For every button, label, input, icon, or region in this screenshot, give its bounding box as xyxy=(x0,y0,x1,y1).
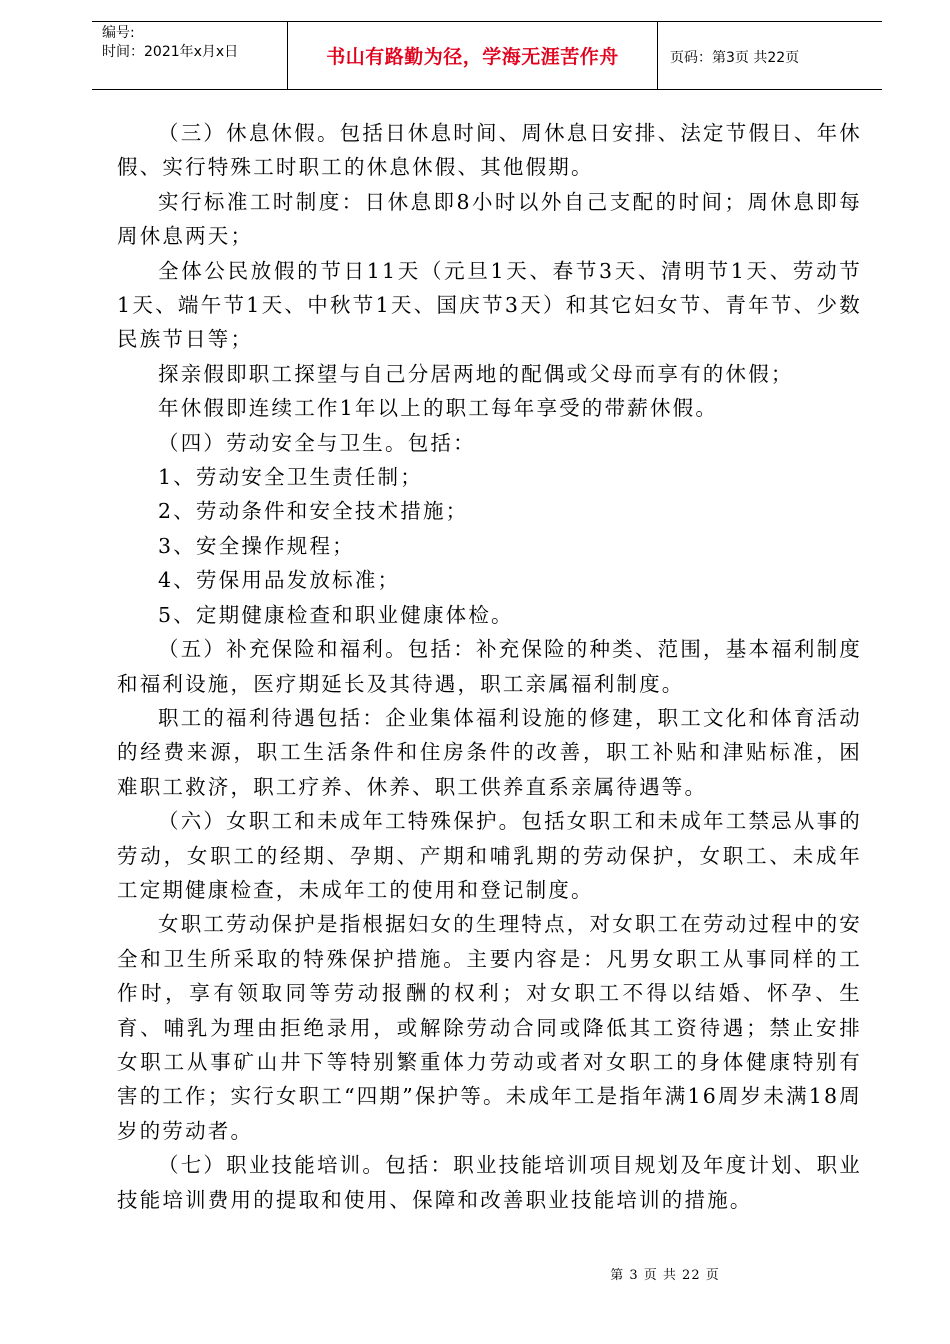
paragraph: 实行标准工时制度：日休息即8小时以外自己支配的时间；周休息即每周休息两天； xyxy=(117,189,862,249)
list-item: 5、定期健康检查和职业健康体检。 xyxy=(158,602,514,627)
paragraph: 全体公民放假的节日11天（元旦1天、春节3天、清明节1天、劳动节1天、端午节1天、中秋节1天、国庆节3天）和其它妇女节、青年节、少数民族节日等； xyxy=(117,258,862,352)
page-footer: 第 3 页 共 22 页 xyxy=(610,1268,720,1283)
header-page-number: 页码：第3页 共22页 xyxy=(670,50,800,66)
list-item: 3、安全操作规程； xyxy=(158,533,355,558)
time-label: 时间：2021年x月x日 xyxy=(102,44,239,60)
serial-label: 编号: xyxy=(102,25,135,41)
list-item: 4、劳保用品发放标准； xyxy=(158,568,401,593)
header-bottom-rule xyxy=(92,89,882,90)
list-item: 2、劳动条件和安全技术措施； xyxy=(158,499,469,524)
document-body xyxy=(117,116,862,1217)
paragraph: 女职工劳动保护是指根据妇女的生理特点，对女职工在劳动过程中的安全和卫生所采取的特殊保护措施。主要内容是：凡男女职工从事同样的工作时，享有领取同等劳动报酬的权利；对女职工不得以结婚、怀孕、生育、哺乳为理由拒绝录用，或解除劳动合同或降低其工资待遇；禁止安排女职工从事矿山井下等特别繁重体力劳动或者对女职工的身体健康特别有害的工作；实行女职工“四期”保护等。未成年工是指年满16周岁未满18周岁的劳动者。 xyxy=(117,912,862,1143)
header-top-rule xyxy=(92,21,882,22)
paragraph: （五）补充保险和福利。包括：补充保险的种类、范围，基本福利制度和福利设施，医疗期延长及其待遇，职工亲属福利制度。 xyxy=(117,637,862,696)
header-motto: 书山有路勤为径，学海无涯苦作舟 xyxy=(326,46,619,68)
page-header xyxy=(92,18,882,90)
list-item: 1、劳动安全卫生责任制； xyxy=(158,465,423,490)
paragraph: 探亲假即职工探望与自己分居两地的配偶或父母而享有的休假； xyxy=(158,361,794,386)
paragraph: （四）劳动安全与卫生。包括： xyxy=(158,430,476,455)
paragraph: 年休假即连续工作1年以上的职工每年享受的带薪休假。 xyxy=(158,396,719,421)
paragraph: （三）休息休假。包括日休息时间、周休息日安排、法定节假日、年休假、实行特殊工时职工的休息休假、其他假期。 xyxy=(117,121,862,180)
header-meta xyxy=(102,24,238,62)
header-divider-right xyxy=(657,21,658,89)
paragraph: （七）职业技能培训。包括：职业技能培训项目规划及年度计划、职业技能培训费用的提取和使用、保障和改善职业技能培训的措施。 xyxy=(117,1153,862,1212)
paragraph: （六）女职工和未成年工特殊保护。包括女职工和未成年工禁忌从事的劳动，女职工的经期、孕期、产期和哺乳期的劳动保护，女职工、未成年工定期健康检查，未成年工的使用和登记制度。 xyxy=(117,809,862,902)
paragraph: 职工的福利待遇包括：企业集体福利设施的修建，职工文化和体育活动的经费来源，职工生活条件和住房条件的改善，职工补贴和津贴标准，困难职工救济，职工疗养、休养、职工供养直系亲属待遇等。 xyxy=(117,705,862,799)
